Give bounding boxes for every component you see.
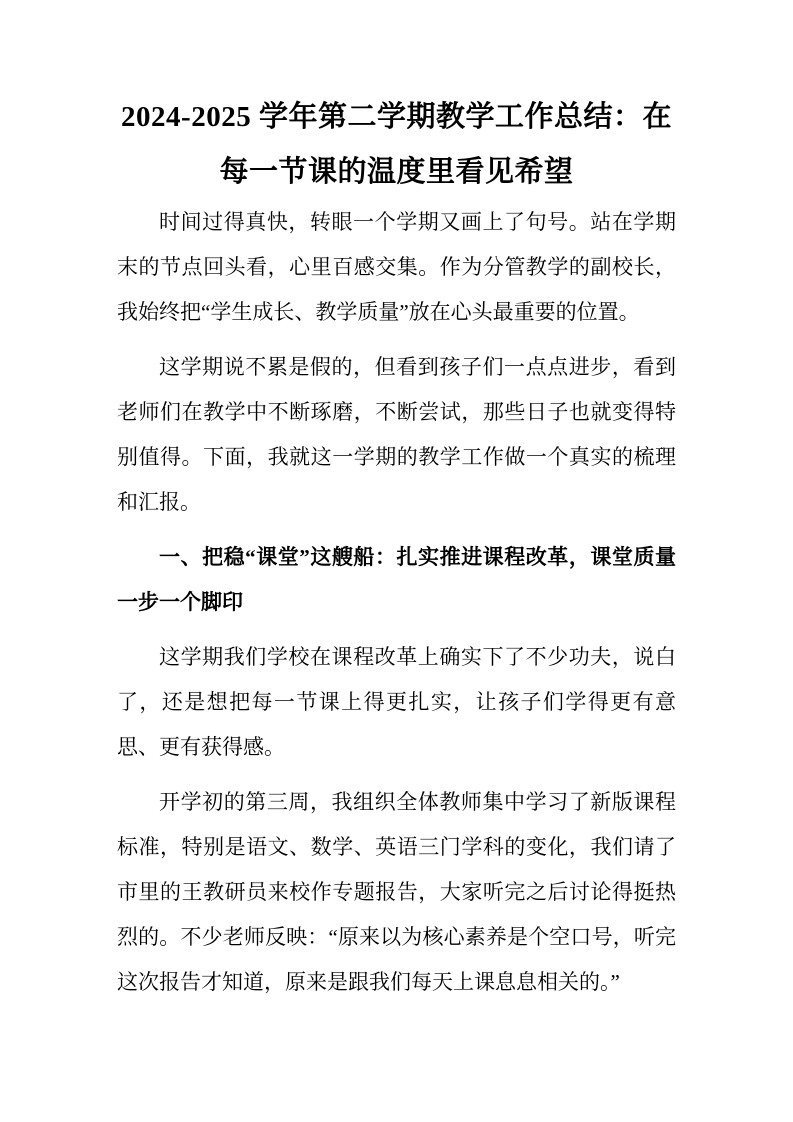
paragraph-teacher-training: 开学初的第三周，我组织全体教师集中学习了新版课程标准，特别是语文、数学、英语三门学科的变化，我们请了市里的王教研员来校作专题报告，大家听完之后讨论得挺热烈的。不少老师反映：“原来以为核心素养是个空口号，听完这次报告才知道，原来是跟我们每天上课息息相关的。”: [117, 790, 676, 994]
paragraph-opening: 时间过得真快，转眼一个学期又画上了句号。站在学期末的节点回头看，心里百感交集。作为分管教学的副校长，我始终把“学生成长、教学质量”放在心头最重要的位置。: [117, 210, 676, 324]
document-title: [117, 90, 676, 200]
section-heading-1: 一、把稳“课堂”这艘船：扎实推进课程改革，课堂质量一步一个脚印: [117, 545, 676, 614]
paragraph-reflection: 这学期说不累是假的，但看到孩子们一点点进步，看到老师们在教学中不断琢磨，不断尝试，那些日子也就变得特别值得。下面，我就这一学期的教学工作做一个真实的梳理和汇报。: [117, 355, 676, 514]
paragraph-curriculum-reform: 这学期我们学校在课程改革上确实下了不少功夫，说白了，还是想把每一节课上得更扎实，让孩子们学得更有意思、更有获得感。: [117, 645, 676, 759]
document-title-line-2: 每一节课的温度里看见希望: [219, 156, 574, 188]
document-title-line-1: 2024-2025 学年第二学期教学工作总结：在: [121, 101, 672, 133]
